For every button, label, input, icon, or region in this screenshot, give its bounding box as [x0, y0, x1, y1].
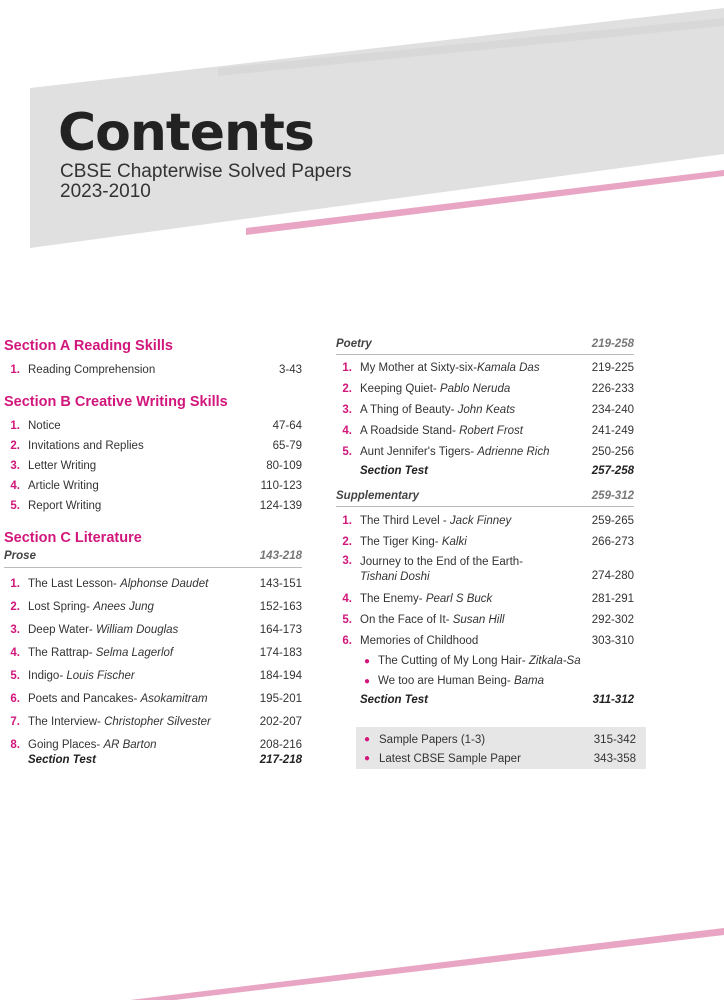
entry-pages: 226-233 — [591, 382, 634, 395]
entry-author: Christopher Silvester — [104, 715, 211, 728]
entry-pages: 164-173 — [259, 623, 302, 636]
entry-title: Reading Comprehension — [28, 364, 156, 376]
entry-author: Zitkala-Sa — [528, 655, 581, 667]
entry-number: 3. — [342, 403, 352, 416]
section-test-label: Section Test — [360, 694, 428, 706]
entry-title: Article Writing — [28, 480, 99, 492]
entry-author: Kamala Das — [476, 361, 540, 374]
toc-entry[interactable] — [4, 733, 302, 756]
toc-entry[interactable] — [336, 609, 634, 630]
toc-entry[interactable] — [4, 710, 302, 733]
section-test-pages: 311-312 — [592, 694, 634, 706]
entry-title: The Interview- Christopher Silvester — [28, 715, 211, 728]
entry-number: 4. — [10, 646, 20, 659]
entry-number: 5. — [10, 669, 20, 682]
bullet-icon: ● — [363, 753, 370, 764]
toc-entry[interactable] — [336, 510, 634, 531]
toc-entry[interactable] — [4, 641, 302, 664]
entry-number: 5. — [10, 500, 20, 512]
entry-number: 2. — [10, 600, 20, 613]
entry-pages: 143-151 — [259, 577, 302, 590]
section-test-label: Section Test — [28, 754, 96, 766]
entry-pages: 152-163 — [259, 600, 302, 613]
entry-title: Deep Water- William Douglas — [28, 623, 179, 636]
entry-pages: 303-310 — [591, 634, 634, 647]
entry-title: Keeping Quiet- Pablo Neruda — [360, 382, 511, 395]
entry-author: Jack Finney — [449, 514, 512, 527]
group-title: Prose — [4, 550, 36, 562]
entry-number: 1. — [10, 420, 20, 432]
entry-number: 3. — [10, 623, 20, 636]
entry-pages: 343-358 — [593, 752, 636, 765]
entry-pages: 195-201 — [259, 692, 302, 705]
toc-entry[interactable] — [336, 357, 634, 378]
toc-entry[interactable] — [4, 416, 302, 436]
entry-title: On the Face of It- Susan Hill — [360, 613, 505, 626]
section-test-pages: 257-258 — [591, 465, 634, 477]
toc-entry[interactable] — [336, 588, 634, 609]
toc-entry[interactable] — [4, 664, 302, 687]
entry-pages: 281-291 — [591, 592, 634, 605]
entry-number: 3. — [342, 555, 352, 567]
toc-entry[interactable] — [4, 618, 302, 641]
entry-title: My Mother at Sixty-six-Kamala Das — [360, 361, 540, 374]
group-pages: 259-312 — [591, 490, 634, 502]
entry-pages: 274-280 — [591, 570, 634, 582]
entry-title: Poets and Pancakes- Asokamitram — [28, 692, 208, 705]
sample-papers-box — [356, 727, 646, 769]
entry-title: Sample Papers (1-3) — [379, 733, 486, 746]
entry-number: 6. — [10, 692, 20, 705]
entry-number: 2. — [342, 382, 352, 395]
entry-title: A Thing of Beauty- John Keats — [360, 403, 516, 416]
contents-right-column — [336, 338, 634, 713]
page-title: Contents — [58, 103, 314, 163]
entry-number: 5. — [342, 445, 352, 458]
entry-title: Going Places- AR Barton — [28, 738, 157, 751]
toc-entry[interactable] — [336, 441, 634, 462]
entry-title: Notice — [28, 420, 61, 432]
entry-number: 4. — [10, 480, 20, 492]
entry-number: 4. — [342, 424, 352, 437]
toc-entry[interactable] — [336, 531, 634, 552]
entry-title: Report Writing — [28, 500, 102, 512]
entry-pages: 234-240 — [591, 403, 634, 416]
sample-paper-entry[interactable] — [356, 749, 646, 768]
toc-entry[interactable] — [4, 456, 302, 476]
toc-entry[interactable] — [4, 436, 302, 456]
entry-title: Lost Spring- Anees Jung — [28, 600, 154, 613]
entry-pages: 250-256 — [591, 445, 634, 458]
group-title: Poetry — [336, 338, 372, 350]
entry-title: The Third Level - Jack Finney — [360, 514, 512, 527]
toc-entry[interactable] — [336, 378, 634, 399]
entry-pages: 266-273 — [591, 535, 634, 548]
entry-number: 2. — [342, 535, 352, 548]
entry-pages: 184-194 — [259, 669, 302, 682]
entry-pages: 315-342 — [593, 733, 636, 746]
prose-group-label — [4, 550, 302, 568]
toc-entry[interactable] — [336, 552, 634, 588]
entry-number: 1. — [342, 514, 352, 527]
entry-author: William Douglas — [95, 623, 179, 636]
entry-pages: 219-225 — [591, 361, 634, 374]
entry-author: Susan Hill — [452, 613, 505, 626]
page-subtitle-year: 2023-2010 — [60, 181, 151, 202]
supplementary-group-label — [336, 490, 634, 507]
entry-number: 7. — [10, 715, 20, 728]
group-pages: 219-258 — [591, 338, 634, 350]
entry-number: 4. — [342, 592, 352, 605]
entry-pages: 241-249 — [591, 424, 634, 437]
section-test-pages: 217-218 — [259, 754, 302, 766]
entry-author: Bama — [513, 675, 544, 687]
bullet-icon: ● — [363, 734, 370, 745]
entry-title: A Roadside Stand- Robert Frost — [360, 424, 524, 437]
sample-paper-entry[interactable] — [356, 730, 646, 749]
poetry-group-label — [336, 338, 634, 355]
entry-title: Latest CBSE Sample Paper — [379, 752, 521, 765]
section-heading-b: Section B Creative Writing Skills — [4, 394, 228, 410]
group-title: Supplementary — [336, 490, 420, 502]
entry-author: Anees Jung — [93, 600, 154, 613]
entry-author: Adrienne Rich — [477, 445, 550, 458]
entry-title: Letter Writing — [28, 460, 97, 472]
entry-number: 6. — [342, 634, 352, 647]
entry-title: The Tiger King- Kalki — [360, 535, 467, 548]
header — [58, 104, 351, 202]
entry-pages: 3-43 — [278, 364, 302, 376]
entry-title: Aunt Jennifer's Tigers- Adrienne Rich — [360, 445, 550, 458]
entry-pages: 110-123 — [260, 480, 302, 492]
entry-pages: 174-183 — [259, 646, 302, 659]
entry-author: Selma Lagerlof — [95, 646, 174, 659]
toc-entry[interactable] — [4, 595, 302, 618]
entry-author: Kalki — [441, 535, 467, 548]
entry-title: The Rattrap- Selma Lagerlof — [28, 646, 174, 659]
entry-title: The Cutting of My Long Hair- Zitkala-Sa — [378, 655, 581, 667]
entry-author: Asokamitram — [140, 692, 208, 705]
toc-entry[interactable] — [336, 420, 634, 441]
toc-entry[interactable] — [4, 360, 302, 380]
toc-entry[interactable] — [4, 687, 302, 710]
entry-pages: 65-79 — [272, 440, 302, 452]
entry-title: The Enemy- Pearl S Buck — [360, 592, 493, 605]
toc-entry[interactable] — [336, 399, 634, 420]
entry-title: We too are Human Being- Bama — [378, 675, 544, 687]
toc-entry[interactable] — [336, 630, 634, 651]
entry-author: AR Barton — [103, 738, 157, 751]
entry-number: 1. — [10, 364, 20, 376]
toc-sub-entry[interactable] — [336, 671, 634, 691]
toc-entry[interactable] — [4, 496, 302, 516]
toc-sub-entry[interactable] — [336, 651, 634, 671]
entry-pages: 124-139 — [259, 500, 302, 512]
entry-pages: 47-64 — [272, 420, 302, 432]
group-pages: 143-218 — [259, 550, 302, 562]
entry-author: Pablo Neruda — [439, 382, 511, 395]
entry-author: John Keats — [457, 403, 516, 416]
entry-number: 5. — [342, 613, 352, 626]
entry-pages: 259-265 — [591, 514, 634, 527]
footer-pink-stripe — [130, 928, 724, 1000]
entry-author: Tishani Doshi — [360, 571, 430, 583]
entry-number: 3. — [10, 460, 20, 472]
bullet-icon: ● — [363, 675, 370, 687]
entry-pages: 292-302 — [591, 613, 634, 626]
entry-title: Memories of Childhood — [360, 634, 479, 647]
entry-number: 2. — [10, 440, 20, 452]
entry-title: Journey to the End of the Earth- Tishani Doshi — [360, 556, 524, 583]
entry-author: Alphonse Daudet — [120, 577, 209, 590]
entry-author: Louis Fischer — [66, 669, 135, 682]
section-test-row[interactable] — [336, 691, 634, 713]
entry-pages: 202-207 — [259, 715, 302, 728]
section-heading-c: Section C Literature — [4, 530, 142, 546]
entry-author: Robert Frost — [459, 424, 524, 437]
section-heading-a: Section A Reading Skills — [4, 338, 173, 354]
bullet-icon: ● — [363, 655, 370, 667]
entry-pages: 208-216 — [259, 738, 302, 751]
entry-number: 1. — [342, 361, 352, 374]
page-subtitle: CBSE Chapterwise Solved Papers — [60, 161, 352, 182]
section-test-row[interactable] — [4, 754, 302, 774]
entry-number: 8. — [10, 738, 20, 751]
toc-entry[interactable] — [4, 572, 302, 595]
entry-number: 1. — [10, 577, 20, 590]
toc-entry[interactable] — [4, 476, 302, 496]
entry-title: Indigo- Louis Fischer — [28, 669, 135, 682]
section-test-label: Section Test — [360, 465, 428, 477]
entry-title: Invitations and Replies — [28, 440, 144, 452]
entry-author: Pearl S Buck — [425, 592, 493, 605]
entry-title: The Last Lesson- Alphonse Daudet — [28, 577, 209, 590]
entry-pages: 80-109 — [266, 460, 302, 472]
section-test-row[interactable] — [336, 462, 634, 484]
contents-left-column — [4, 338, 302, 774]
